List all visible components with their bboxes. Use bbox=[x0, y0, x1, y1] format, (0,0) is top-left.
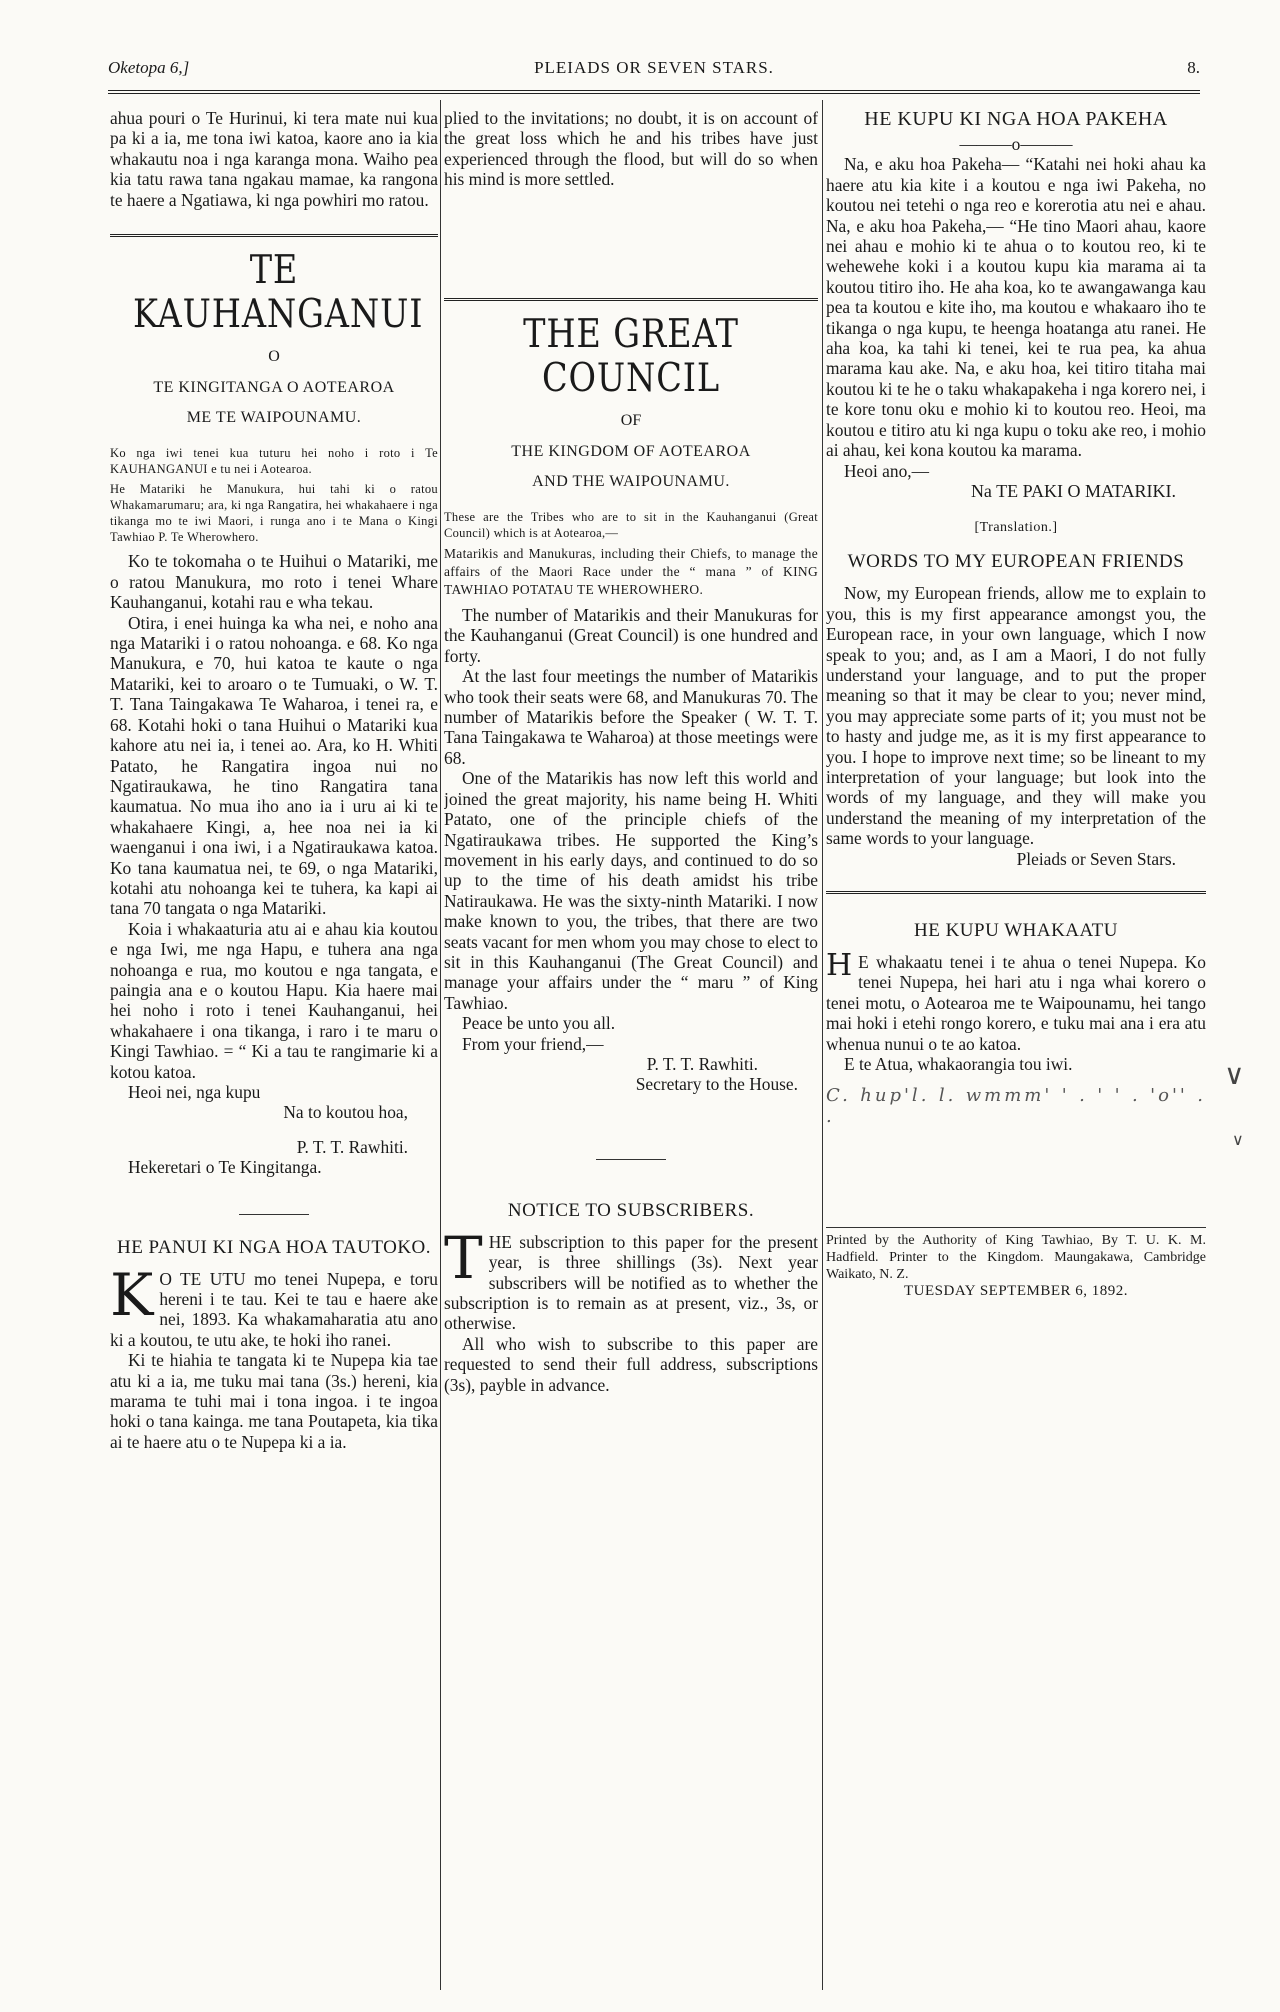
panui-paragraph-1 bbox=[110, 1260, 438, 1351]
header-title: PLEIADS OR SEVEN STARS. bbox=[534, 58, 774, 77]
kauhanganui-preamble bbox=[110, 445, 438, 545]
notice-paragraph-2: All who wish to subscribe to this paper are requested to send their full address, subscriptions (3s), payble in advance. bbox=[444, 1333, 818, 1395]
section-divider bbox=[239, 1214, 309, 1215]
section-rule-en bbox=[444, 298, 818, 301]
kupu-whakaatu-dropcap: H bbox=[826, 948, 853, 983]
translation-label: [Translation.] bbox=[974, 520, 1058, 536]
header-page-number: 8. bbox=[1187, 58, 1200, 77]
panui-paragraph-1-text: O TE UTU mo tenei Nupepa, e toru hereni i te tau. Kei te tau e haere ake nei, 1893. Ka whakamaharatia atu ano ki a koutou, te utu ake, te hoki iho ranei. bbox=[110, 1268, 438, 1350]
kupu-whakaatu-paragraph bbox=[826, 948, 1206, 1054]
great-council-paragraph-1: The number of Matarikis and their Manukuras for the Kauhanganui (Great Council) is one hundred and forty. bbox=[444, 605, 818, 666]
great-council-title: THE GREAT COUNCIL bbox=[523, 311, 739, 401]
great-council-of: OF bbox=[620, 411, 642, 429]
preamble-en-line-1: These are the Tribes who are to sit in the Kauhanganui (Great Council) which is at Aotearoa,— bbox=[444, 510, 818, 541]
kupu-signer: Na TE PAKI O MATARIKI. bbox=[970, 480, 1176, 501]
printer-text: Printed by the Authority of King Tawhiao, By T. U. K. M. Hadfield. Printer to the Kingdom. Maungakawa, Cambridge Waikato, N. Z. bbox=[826, 1233, 1206, 1283]
panui-title: HE PANUI KI NGA HOA TAUTOKO. bbox=[116, 1236, 432, 1258]
great-council-subtitle-2: AND THE WAIPOUNAMU. bbox=[532, 473, 730, 491]
kauhanganui-title: TE KAUHANGANUI bbox=[132, 248, 424, 338]
continued-paragraph-en: plied to the invitations; no doubt, it is on account of the great loss which he and his tribes have just experienced through the flood, but will do so when his mind is more settled. bbox=[444, 108, 818, 190]
title-dash: ———o——— bbox=[959, 134, 1073, 154]
panui-paragraph-2: Ki te hiahia te tangata ki te Nupepa kia tae atu ki a ia, me tuku mai tana (3s.) hereni, kia marama te tuhi mai i tona ingoa. i te ingoa hoki o tana kainga. me tana Poutapeta, kia tika ai te haere atu o te Nupepa ki a ia. bbox=[110, 1350, 438, 1452]
words-signer: Pleiads or Seven Stars. bbox=[1016, 848, 1176, 869]
kauhanganui-paragraph-2: Otira, i enei huinga ka wha nei, e noho ana nga Matariki i o ratou nohoanga. e 68. Ko nga Manukura, e 70, hui katoa te kaute o nga Matariki, kei to aroaro o te Tumuaki, o W. T. T. Tana Taingakawa Te Waharoa, i tenei ra, e 68. Kotahi hoki o tana Huihui o Matariki kua kahore atu nei ia, i tenei ao. Ara, ko H. Whiti Patato, he Rangatira ingoa nui no Ngatiraukawa, he tino Rangatira tana kaumatua. No mua iho ano ia i uru ai ki te whakahaere Kingi, a, hee noa nei ia ki waenganui i ona iwi, i a Ngatiraukawa katoa. Ko tana kaumatua nei, te 69, o nga Matariki, kotahi atu nohoanga kei te tuhera, ka kapi ai tana 70 tangata o nga Matariki. bbox=[110, 612, 438, 919]
header-date: Oketopa 6,] bbox=[108, 58, 190, 77]
kupu-closing: Heoi ano,— bbox=[844, 460, 930, 481]
preamble-en-line-2: Matarikis and Manukuras, including their Chiefs, to manage the affairs of the Maori Race under the “ mana ” of KING TAWHIAO POTATAU TE WHEROWHERO. bbox=[444, 546, 818, 598]
kupu-whakaatu-text: E whakaatu tenei i te ahua o tenei Nupepa. Ko tenei Nupepa, hei hari atu i nga whai korero o tenei motu, o Aotearoa me te Waipounamu, hei tango mai hoki i etehi rongo korero, e tuku mai ana i era atu whenua nunui o te ao katoa. bbox=[826, 952, 1206, 1054]
signer-role: Hekeretari o Te Kingitanga. bbox=[128, 1157, 322, 1178]
panui-dropcap: K bbox=[110, 1260, 154, 1329]
signer-en-name: P. T. T. Rawhiti. bbox=[646, 1053, 758, 1074]
issue-date: TUESDAY SEPTEMBER 6, 1892. bbox=[904, 1283, 1128, 1300]
margin-check-mark-small: ∨ bbox=[1232, 1130, 1244, 1149]
great-council-paragraph-2: At the last four meetings the number of Matarikis who took their seats were 68, and Manukuras 70. The number of Matarikis before the Speaker ( W. T. T. Tana Taingakawa te Waharoa) at those meetings were 68. bbox=[444, 666, 818, 768]
preamble-line-2: He Matariki he Manukura, hui tahi ki o ratou Whakamarumaru; ara, ki nga Rangatira, hei whakahaere i nga tikanga mo te iwi Maori, i runga ano i te Mana o Kingi Tawhiao P. Te Wherowhero. bbox=[110, 482, 438, 545]
column-rule-1 bbox=[440, 100, 441, 1990]
handwritten-scribble: C. hup'l. l. wmmm' ' . ' ' . 'o'' . . bbox=[826, 1085, 1206, 1127]
kupu-pakeha-title: HE KUPU KI NGA HOA PAKEHA bbox=[864, 108, 1168, 130]
header-rule bbox=[108, 90, 1200, 94]
great-council-paragraph-4: Peace be unto you all. bbox=[462, 1013, 616, 1034]
column-rule-2 bbox=[822, 100, 823, 1990]
great-council-preamble bbox=[444, 509, 818, 599]
kupu-pakeha-paragraph: Na, e aku hoa Pakeha— “Katahi nei hoki ahau ka haere atu kia kite i a koutou e nga iwi Pakeha, no koutou nei tetehi o nga reo e korerotia atu nei e ahau. Na, e aku hoa Pakeha,— “He tino Maori ahau, kaore nei ahau e mohio ki te ahua o to koutou reo, ki te wehewehe koki i a koutou kupu kia marama ai ta koutou titiro iho. He aha koa, ko te awangawanga kau pea ta koutou e kite iho, ma koutou e whakaaro iho te tikanga o nga kupu, te heenga hoatanga atu ranei. He aha koa, ka tahi ki tenei, kei te rua pea, ka ahua marama kau ake. Na, e aku hoa, kei titiro titaha mai koutou ki te he o taku whakapakeha i nga korero nei, i te kore tonu oku e mohio ki to koutou reo. Heoi, ma koutou e titiro atu ki nga kupu o toku ake reo, i mohio ai ahau, kei kona koutou ka marama. bbox=[826, 154, 1206, 461]
kauhanganui-paragraph-1: Ko te tokomaha o te Huihui o Matariki, me o ratou Manukura, mo roto i tenei Whare Kauhanganui, kotahi rau e wha tekau. bbox=[110, 551, 438, 613]
closing-line-1: Heoi nei, nga kupu bbox=[128, 1082, 261, 1102]
notice-title: NOTICE TO SUBSCRIBERS. bbox=[507, 1199, 755, 1221]
running-head bbox=[108, 58, 1200, 82]
notice-dropcap: T bbox=[444, 1223, 483, 1292]
kupu-whakaatu-title: HE KUPU WHAKAATU bbox=[914, 920, 1118, 941]
signer-name: P. T. T. Rawhiti. bbox=[296, 1136, 408, 1157]
closing-en-line-1: From your friend,— bbox=[462, 1033, 604, 1054]
section-rule bbox=[110, 234, 438, 237]
kauhanganui-subtitle-1: TE KINGITANGA O AOTEAROA bbox=[153, 379, 395, 397]
kauhanganui-of: O bbox=[268, 348, 280, 366]
continued-paragraph: ahua pouri o Te Hurinui, ki tera mate nui kua pa ki a ia, me tona iwi katoa, kaore ano ia kia whakautu noa i nga karanga mona. Waiho pea kia tatu rawa tana ngakau mamae, ka rangona te haere a Ngatiawa, ki nga powhiri mo ratou. bbox=[110, 108, 438, 210]
column-right bbox=[826, 108, 1206, 1988]
great-council-paragraph-3: One of the Matarikis has now left this world and joined the great majority, his name being H. Whiti Patato, one of the principle chiefs of the Ngatiraukawa tribes. He supported the King’s movement in his early days, and continued to do so up to the time of his death amidst his tribe Natiraukawa. He was the sixty-ninth Matariki. I now make known to you, the tribes, that there are two seats vacant for men whom you may chose to elect to sit in this Kauhanganui (The Great Council) and manage your affairs under the “ maru ” of King Tawhiao. bbox=[444, 768, 818, 1013]
column-english-middle bbox=[444, 108, 818, 1988]
words-title: WORDS TO MY EUROPEAN FRIENDS bbox=[847, 551, 1185, 573]
kauhanganui-paragraph-3: Koia i whakaaturia atu ai e ahau kia koutou e nga Iwi, me nga Hapu, e tuhera ana nga nohoanga e rua, mo koutou e nga tangata, e paingia ana e o koutou Hapu. Kia haere mai hei noho i roto i tenei Kauhanganui, hei whakahaere i ona tikanga, i raro i te maru o Kingi Tawhiao. = “ Ki a tau te rangimarie ki a kotou katoa. bbox=[110, 918, 438, 1082]
printer-imprint bbox=[826, 1227, 1206, 1300]
words-paragraph: Now, my European friends, allow me to explain to you, this is my first appearance amongst you, the European race, in your own language, which I now speak to you; and, as I am a Maori, I do not fully understand your language, and to put the proper meaning so that it may be clear to you; never mind, you may appreciate some parts of it; you must not be to hasty and judge me, as it is my first appearance to you. I hope to improve next time; so be lineant to my interpretation of your language; but look into the words of my language, and they will make you understand the meaning of my interpretation of the same words to your language. bbox=[826, 583, 1206, 849]
column-maori-left bbox=[110, 108, 438, 1988]
notice-paragraph-1-text: HE subscription to this paper for the present year, is three shillings (3s). Next year subscribers will be notified as to whether the subscription is to remain as at present, viz., 3s, or otherwise. bbox=[444, 1231, 818, 1334]
great-council-subtitle-1: THE KINGDOM OF AOTEAROA bbox=[511, 443, 751, 461]
closing-line-2: Na to koutou hoa, bbox=[283, 1102, 408, 1123]
kauhanganui-subtitle-2: ME TE WAIPOUNAMU. bbox=[186, 409, 362, 427]
margin-check-mark: ∨ bbox=[1224, 1058, 1245, 1091]
section-divider-en bbox=[596, 1159, 666, 1160]
section-rule-right bbox=[826, 891, 1206, 894]
kupu-whakaatu-prayer: E te Atua, whakaorangia tou iwi. bbox=[844, 1054, 1073, 1075]
preamble-line-1: Ko nga iwi tenei kua tuturu hei noho i roto i Te KAUHANGANUI e tu nei i Aotearoa. bbox=[110, 446, 438, 477]
signer-en-role: Secretary to the House. bbox=[635, 1074, 798, 1095]
notice-paragraph-1 bbox=[444, 1223, 818, 1334]
